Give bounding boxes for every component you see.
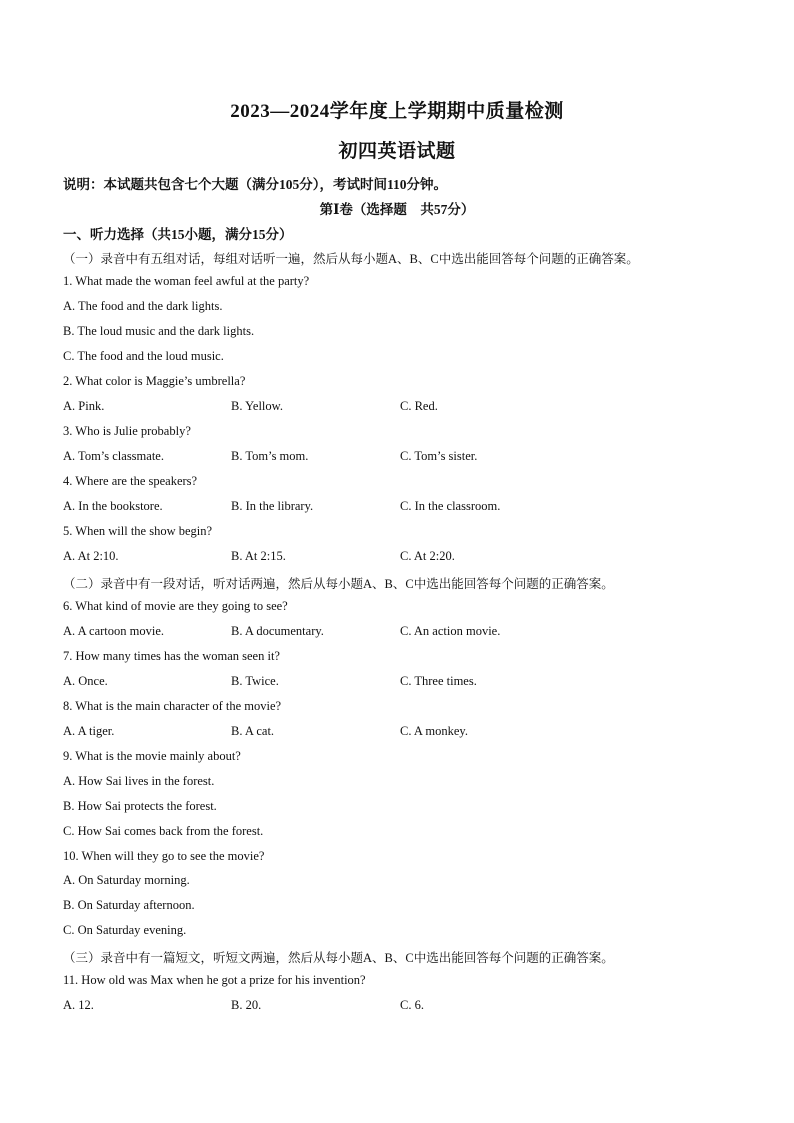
option-a: A. How Sai lives in the forest. (63, 774, 215, 788)
question-stem: 9. What is the movie mainly about? (63, 749, 241, 763)
option-a: A. Pink. (63, 399, 105, 413)
option-a: A. On Saturday morning. (63, 873, 190, 887)
option-b: B. 20. (231, 998, 262, 1012)
exam-subtitle: 初四英语试题 (338, 141, 456, 162)
question-stem: 4. Where are the speakers? (63, 474, 198, 488)
option-b: B. The loud music and the dark lights. (63, 324, 255, 338)
question-stem: 8. What is the main character of the movie? (63, 699, 282, 713)
question-stem: 1. What made the woman feel awful at the party? (63, 274, 310, 288)
option-b: B. Twice. (231, 674, 279, 688)
exam-title: 2023—2024学年度上学期期中质量检测 (230, 101, 564, 122)
question-stem: 2. What color is Maggie’s umbrella? (63, 374, 246, 388)
option-c: C. In the classroom. (400, 499, 501, 513)
option-b: B. In the library. (231, 499, 314, 513)
question-stem: 5. When will the show begin? (63, 524, 213, 538)
question-stem: 6. What kind of movie are they going to see? (63, 599, 288, 613)
part3-instruction: （三）录音中有一篇短文，听短文两遍，然后从每小题A、B、C中选出能回答每个问题的正确答案。 (63, 951, 614, 965)
option-c: C. The food and the loud music. (63, 349, 224, 363)
option-c: C. An action movie. (400, 624, 501, 638)
option-c: C. A monkey. (400, 724, 468, 738)
option-b: B. How Sai protects the forest. (63, 799, 217, 813)
option-b: B. Tom’s mom. (231, 449, 309, 463)
option-a: A. At 2:10. (63, 549, 119, 563)
part2-instruction: （二）录音中有一段对话，听对话两遍，然后从每小题A、B、C中选出能回答每个问题的正确答案。 (63, 577, 614, 591)
question-stem: 11. How old was Max when he got a prize for his invention? (63, 973, 366, 987)
option-a: A. A tiger. (63, 724, 115, 738)
option-c: C. Tom’s sister. (400, 449, 478, 463)
exam-note: 说明：本试题共包含七个大题（满分105分），考试时间110分钟。 (63, 177, 448, 192)
option-b: B. On Saturday afternoon. (63, 898, 195, 912)
part1-instruction: （一）录音中有五组对话，每组对话听一遍，然后从每小题A、B、C中选出能回答每个问题的正确答案。 (63, 252, 639, 266)
option-b: B. At 2:15. (231, 549, 286, 563)
option-b: B. A documentary. (231, 624, 324, 638)
question-stem: 10. When will they go to see the movie? (63, 849, 265, 863)
option-c: C. How Sai comes back from the forest. (63, 824, 264, 838)
question-stem: 7. How many times has the woman seen it? (63, 649, 280, 663)
option-c: C. Three times. (400, 674, 477, 688)
option-a: A. 12. (63, 998, 94, 1012)
option-c: C. Red. (400, 399, 438, 413)
option-a: A. The food and the dark lights. (63, 299, 223, 313)
option-b: B. Yellow. (231, 399, 283, 413)
option-c: C. 6. (400, 998, 424, 1012)
volume-heading: 第Ⅰ卷（选择题 共57分） (319, 202, 475, 217)
option-c: C. At 2:20. (400, 549, 455, 563)
option-b: B. A cat. (231, 724, 275, 738)
option-a: A. A cartoon movie. (63, 624, 165, 638)
option-a: A. Tom’s classmate. (63, 449, 164, 463)
section-heading: 一、听力选择（共15小题，满分15分） (63, 227, 293, 242)
option-a: A. Once. (63, 674, 108, 688)
option-a: A. In the bookstore. (63, 499, 163, 513)
question-stem: 3. Who is Julie probably? (63, 424, 191, 438)
option-c: C. On Saturday evening. (63, 923, 187, 937)
